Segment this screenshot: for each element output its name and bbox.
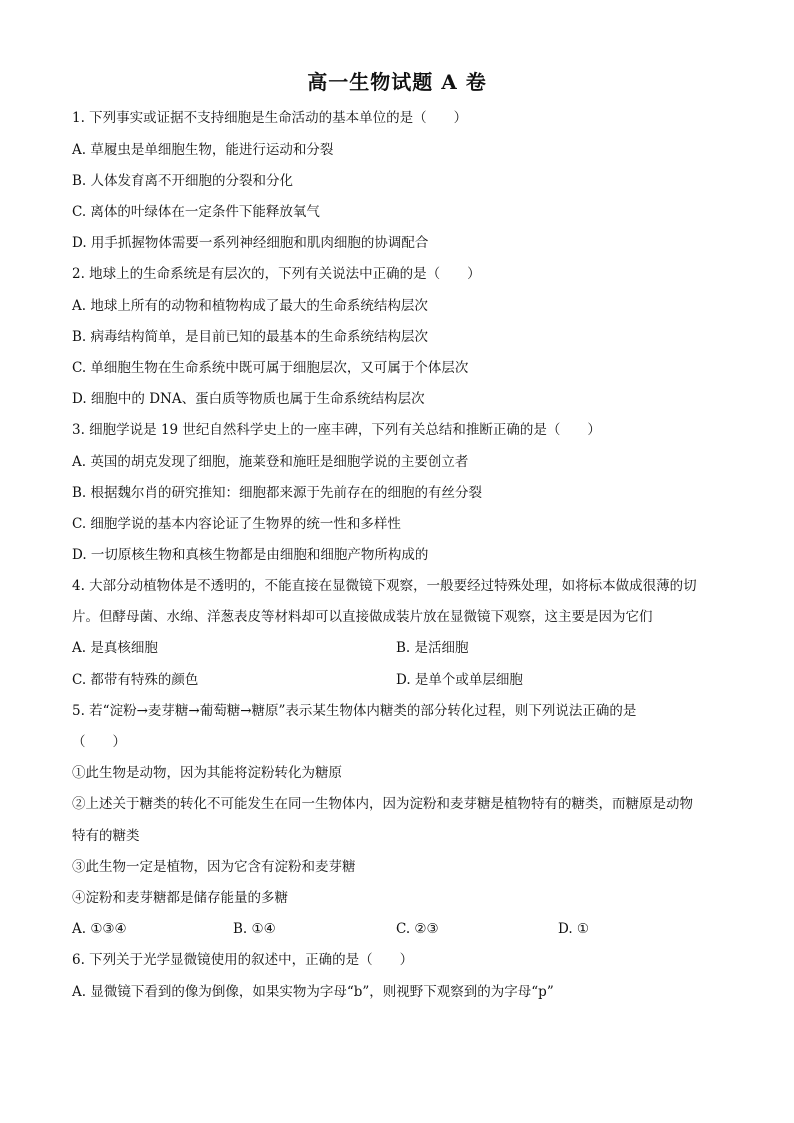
question-5-statement-2-line-2: 特有的糖类 [72,828,140,844]
question-2-option-b: B. 病毒结构简单，是目前已知的最基本的生命系统结构层次 [72,329,429,345]
question-6-option-a: A. 显微镜下看到的像为倒像，如果实物为字母“b”，则视野下观察到的为字母“p” [72,984,554,1000]
page-title: 高一生物试题 A 卷 [307,70,487,94]
question-1-option-c: C. 离体的叶绿体在一定条件下能释放氧气 [72,204,320,220]
question-2-option-c: C. 单细胞生物在生命系统中既可属于细胞层次，又可属于个体层次 [72,360,469,376]
question-5-option-a: A. ①③④ [72,921,127,937]
question-5-statement-1: ①此生物是动物，因为其能将淀粉转化为糖原 [72,765,342,781]
question-4-option-a: A. 是真核细胞 [72,640,158,656]
question-3-option-a: A. 英国的胡克发现了细胞，施莱登和施旺是细胞学说的主要创立者 [72,454,469,470]
question-5-statement-3: ③此生物一定是植物，因为它含有淀粉和麦芽糖 [72,859,356,875]
question-1-option-d: D. 用手抓握物体需要一系列神经细胞和肌肉细胞的协调配合 [72,235,429,251]
question-1-stem: 1. 下列事实或证据不支持细胞是生命活动的基本单位的是（ ） [72,110,468,126]
question-4-option-c: C. 都带有特殊的颜色 [72,672,199,688]
question-2-option-a: A. 地球上所有的动物和植物构成了最大的生命系统结构层次 [72,298,428,314]
question-5-stem-line-2: （ ） [72,734,126,750]
question-3-option-c: C. 细胞学说的基本内容论证了生物界的统一性和多样性 [72,516,401,532]
question-4-stem-line-1: 4. 大部分动植物体是不透明的，不能直接在显微镜下观察，一般要经过特殊处理，如将标本做成很薄的切 [72,578,697,594]
question-2-option-d: D. 细胞中的 DNA、蛋白质等物质也属于生命系统结构层次 [72,391,425,407]
question-5-option-b: B. ①④ [233,921,276,937]
question-5-option-d: D. ① [558,921,590,937]
question-4-option-d: D. 是单个或单层细胞 [396,672,523,688]
question-4-option-b: B. 是活细胞 [396,640,469,656]
question-5-option-c: C. ②③ [396,921,439,937]
question-2-stem: 2. 地球上的生命系统是有层次的，下列有关说法中正确的是（ ） [72,266,481,282]
question-5-statement-4: ④淀粉和麦芽糖都是储存能量的多糖 [72,890,288,906]
question-3-stem: 3. 细胞学说是 19 世纪自然科学史上的一座丰碑，下列有关总结和推断正确的是（ ） [72,422,601,438]
question-3-option-b: B. 根据魏尔肖的研究推知：细胞都来源于先前存在的细胞的有丝分裂 [72,485,483,501]
question-4-stem-line-2: 片。但酵母菌、水绵、洋葱表皮等材料却可以直接做成装片放在显微镜下观察，这主要是因为它们 [72,609,653,625]
question-1-option-a: A. 草履虫是单细胞生物，能进行运动和分裂 [72,142,334,158]
question-3-option-d: D. 一切原核生物和真核生物都是由细胞和细胞产物所构成的 [72,547,429,563]
question-5-statement-2-line-1: ②上述关于糖类的转化不可能发生在同一生物体内，因为淀粉和麦芽糖是植物特有的糖类，而糖原是动物 [72,796,693,812]
question-1-option-b: B. 人体发育离不开细胞的分裂和分化 [72,173,294,189]
question-6-stem: 6. 下列关于光学显微镜使用的叙述中，正确的是（ ） [72,952,414,968]
question-5-stem-line-1: 5. 若“淀粉→麦芽糖→葡萄糖→糖原”表示某生物体内糖类的部分转化过程，则下列说法正确的是 [72,703,637,719]
